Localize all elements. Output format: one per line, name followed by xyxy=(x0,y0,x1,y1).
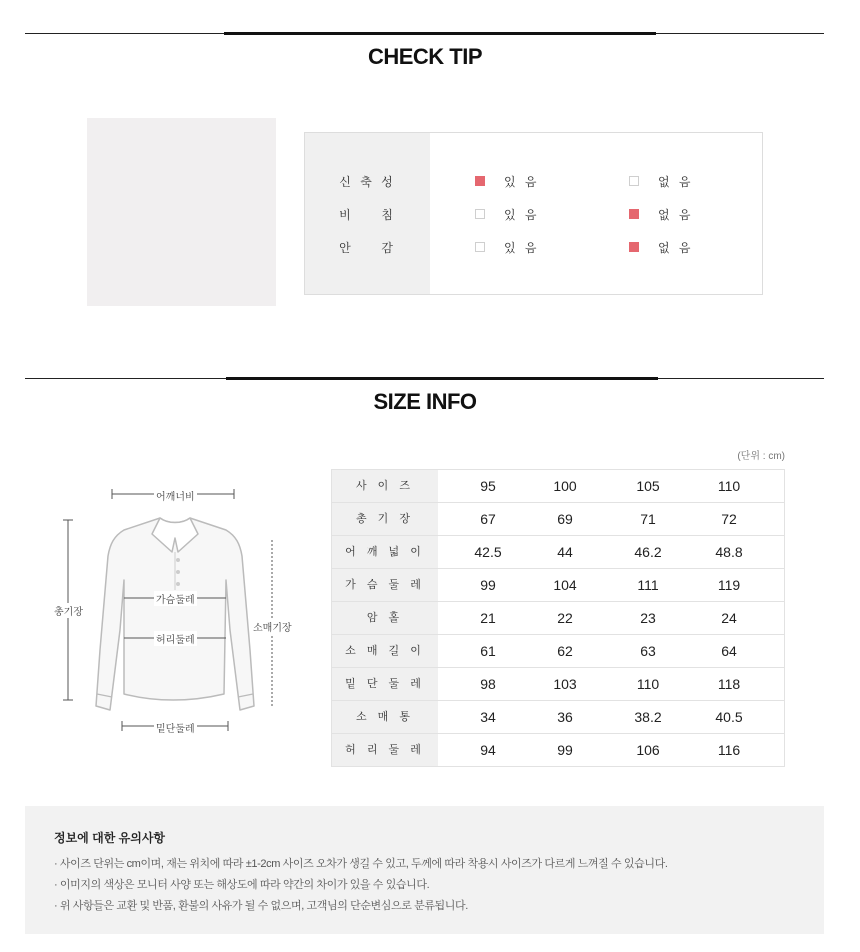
table-row xyxy=(332,569,784,602)
check-row-label: 비 침 xyxy=(339,208,396,222)
table-cell: 105 xyxy=(636,478,660,494)
table-row xyxy=(332,668,784,701)
table-cell: 23 xyxy=(640,610,656,626)
diagram-label-shoulder: 어깨너비 xyxy=(154,488,197,503)
table-cell: 71 xyxy=(640,511,656,527)
table-row-label: 총 기 장 xyxy=(332,503,438,535)
diagram-label-hem: 밑단둘레 xyxy=(154,720,197,735)
table-cell: 104 xyxy=(553,577,577,593)
notice-title: 정보에 대한 유의사항 xyxy=(54,831,165,845)
diagram-label-sleeve-length: 소매기장 xyxy=(251,619,294,634)
table-cell: 69 xyxy=(557,511,573,527)
checkbox-lining-no xyxy=(629,242,639,252)
diagram-label-chest: 가슴둘레 xyxy=(154,591,197,606)
checkbox-lining-yes xyxy=(475,242,485,252)
checkbox-sheer-no xyxy=(629,209,639,219)
table-row-label: 암 홀 xyxy=(332,602,438,634)
table-row-label: 밑 단 둘 레 xyxy=(332,668,438,700)
checkbox-sheer-yes xyxy=(475,209,485,219)
option-no-label: 없 음 xyxy=(658,208,694,222)
size-info-accent-rule xyxy=(226,377,658,380)
table-cell: 119 xyxy=(717,577,741,593)
check-row-lining xyxy=(305,238,762,258)
table-cell: 34 xyxy=(480,709,496,725)
table-row xyxy=(332,503,784,536)
table-cell: 116 xyxy=(717,742,741,758)
table-cell: 40.5 xyxy=(715,709,743,725)
check-tip-box xyxy=(304,132,763,295)
table-cell: 106 xyxy=(636,742,660,758)
table-cell: 21 xyxy=(480,610,496,626)
notice-line: · 위 사항들은 교환 및 반품, 환불의 사유가 될 수 없으며, 고객님의 단순변심으로 분류됩니다. xyxy=(54,900,468,912)
table-cell: 46.2 xyxy=(634,544,662,560)
table-cell: 98 xyxy=(480,676,496,692)
table-cell: 24 xyxy=(721,610,737,626)
table-cell: 44 xyxy=(557,544,573,560)
table-cell: 100 xyxy=(553,478,577,494)
diagram-label-waist: 허리둘레 xyxy=(154,631,197,646)
table-cell: 64 xyxy=(721,643,737,659)
table-cell: 103 xyxy=(553,676,577,692)
option-yes-label: 있 음 xyxy=(504,208,540,222)
option-yes-label: 있 음 xyxy=(504,241,540,255)
table-row xyxy=(332,635,784,668)
checkbox-stretch-yes xyxy=(475,176,485,186)
table-cell: 95 xyxy=(480,478,496,494)
table-cell: 72 xyxy=(721,511,737,527)
table-row xyxy=(332,734,784,767)
option-no-label: 없 음 xyxy=(658,241,694,255)
table-cell: 118 xyxy=(717,676,741,692)
size-unit-label: (단위 : cm) xyxy=(737,451,785,462)
table-row-label: 사 이 즈 xyxy=(332,470,438,502)
table-row-label: 허 리 둘 레 xyxy=(332,734,438,766)
table-row-label: 어 깨 넓 이 xyxy=(332,536,438,568)
table-cell: 110 xyxy=(636,676,660,692)
check-tip-accent-rule xyxy=(224,32,656,35)
table-cell: 94 xyxy=(480,742,496,758)
table-cell: 42.5 xyxy=(474,544,502,560)
checkbox-stretch-no xyxy=(629,176,639,186)
size-table xyxy=(331,469,785,767)
fabric-color-swatch xyxy=(87,118,276,306)
table-cell: 22 xyxy=(557,610,573,626)
check-row-sheer xyxy=(305,205,762,225)
notice-line: · 사이즈 단위는 cm이며, 재는 위치에 따라 ±1-2cm 사이즈 오차가 생길 수 있고, 두께에 따라 착용시 사이즈가 다르게 느껴질 수 있습니다. xyxy=(54,858,668,870)
table-row xyxy=(332,701,784,734)
check-row-label: 안 감 xyxy=(339,241,396,255)
option-no-label: 없 음 xyxy=(658,175,694,189)
table-cell: 110 xyxy=(717,478,741,494)
notice-line: · 이미지의 색상은 모니터 사양 또는 해상도에 따라 약간의 차이가 있을 수 있습니다. xyxy=(54,879,430,891)
table-header-row xyxy=(332,470,784,503)
table-cell: 62 xyxy=(557,643,573,659)
table-cell: 99 xyxy=(557,742,573,758)
check-tip-title: CHECK TIP xyxy=(367,44,483,69)
table-cell: 48.8 xyxy=(715,544,743,560)
check-row-label: 신 축 성 xyxy=(339,175,396,189)
table-cell: 36 xyxy=(557,709,573,725)
table-cell: 111 xyxy=(637,577,659,593)
table-cell: 99 xyxy=(480,577,496,593)
table-cell: 61 xyxy=(480,643,496,659)
check-row-stretch xyxy=(305,172,762,192)
table-row-label: 가 슴 둘 레 xyxy=(332,569,438,601)
table-cell: 63 xyxy=(640,643,656,659)
notice-box xyxy=(25,806,824,934)
table-row-label: 소 매 길 이 xyxy=(332,635,438,667)
size-info-title: SIZE INFO xyxy=(373,389,477,414)
shirt-outline-icon xyxy=(96,518,254,710)
table-cell: 67 xyxy=(480,511,496,527)
diagram-label-total-length: 총기장 xyxy=(52,603,85,618)
table-row xyxy=(332,602,784,635)
table-row-label: 소 매 통 xyxy=(332,701,438,733)
table-cell: 38.2 xyxy=(634,709,662,725)
option-yes-label: 있 음 xyxy=(504,175,540,189)
table-row xyxy=(332,536,784,569)
